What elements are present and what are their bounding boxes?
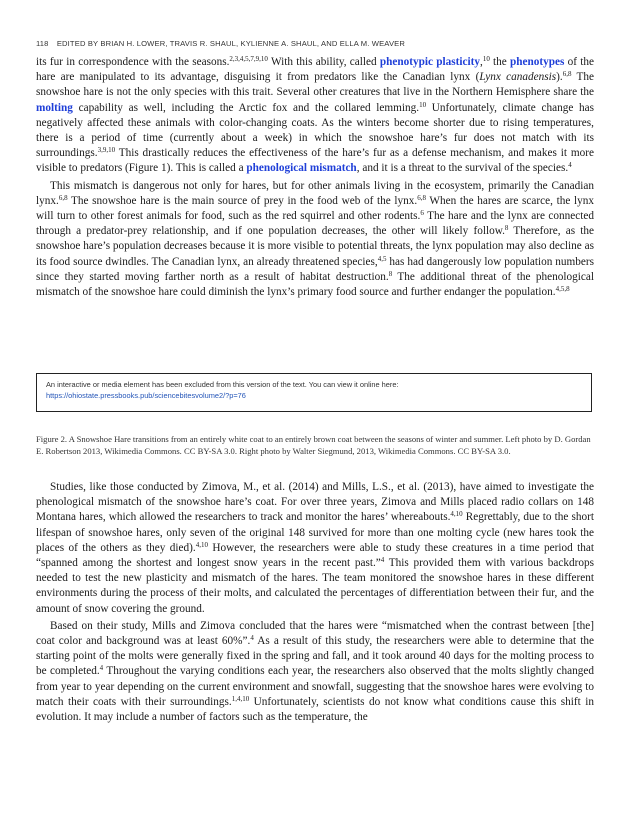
citation: 4,10 [450,510,463,519]
citation: 4 [568,161,572,170]
citation: 8 [504,224,509,233]
citation: 4,5 [377,254,387,263]
body-text-lower [36,480,594,725]
citation: 2,3,4,5,7,9,10 [229,55,268,63]
glossary-link-molting[interactable]: molting [36,101,73,114]
text-run: Regrettably, due to the short lifespan of snowshoe hares, only seven of the original 148 survived for more than one molting cycle (new hares took the places of the others as they died). [36,511,594,554]
running-head-text: EDITED BY BRIAN H. LOWER, TRAVIS R. SHAUL, KYLIENNE A. SHAUL, AND ELLA M. WEAVER [56,39,406,48]
citation: 3,9,10 [97,146,116,155]
media-notice-text: An interactive or media element has been excluded from this version of the text. You can view it online here: [46,380,399,389]
citation: 6 [420,209,424,218]
text-run: This drastically reduces the effectiveness of the hare’s fur as a defense mechanism, and makes it more visible to predators (Figure 1). This is called a [36,147,594,175]
citation: 6,8 [58,193,68,202]
body-text-upper [36,55,594,300]
text-run: This mismatch is dangerous not only for hares, but for other animals living in the ecosystem, primarily the Canadian lynx. [36,179,594,207]
citation: 4 [99,664,104,673]
citation: 10 [482,55,490,63]
text-run: ). [556,71,563,84]
paragraph [36,55,594,177]
citation: 6,8 [562,70,572,79]
text-run: its fur in correspondence with the seasons. [36,56,230,68]
media-element-notice [36,373,592,412]
page-number: 118 [36,39,49,48]
text-run: the [489,56,511,68]
text-run: Therefore, as the snowshoe hare’s population decreases because it is more visible to potential threats, the lynx population may also decline as its food source dwindles. The Canadian lynx, an already threatened species, [36,225,594,268]
text-run: , [480,56,483,68]
text-run: Unfortunately, climate change has negatively affected these animals with color-changing coats. As the winters become shorter due to rising temperatures, there is a period of time (currently about a week) in which the snowshoe hare’s fur does not match with its surroundings. [36,101,595,160]
figure-caption: Figure 2. A Snowshoe Hare transitions from an entirely white coat to an entirely brown coat between the seasons of winter and summer. Left photo by D. Gordan E. Robertson 2013, Wikimedia Commons. CC BY-SA 3.0. Right photo by Walter Siegmund, 2013, Wikimedia Commons. CC BY-SA 3.0. [36,434,591,457]
text-run: When the hares are scarce, the lynx will turn to other forest animals for food, such as the red squirrel and other rodents. [36,194,594,223]
text-run: The snowshoe hare is not the only species with this trait. Several other creatures that live in the Northern Hemisphere share the [36,71,594,99]
text-run: Based on their study, Mills and Zimova concluded that the hares were “mismatched when the contrast between [the] coat color and background was at least 60%”. [36,619,594,648]
glossary-link-phenological-mismatch[interactable]: phenological mismatch [246,162,357,175]
text-run: The additional threat of the phenological mismatch of the snowshoe hare could diminish the lynx’s primary food source and further endanger the population. [36,270,595,299]
citation: 8 [388,269,393,278]
text-run: , and it is a threat to the survival of the species. [356,162,569,175]
text-run: The snowshoe hare is the main source of prey in the food web of the lynx. [67,194,418,207]
media-notice-link[interactable]: https://ohiostate.pressbooks.pub/sciencebitesvolume2/?p=76 [46,391,246,400]
text-run: of the hare are manipulated to its advantage, disguising it from predators like the Canadian lynx ( [36,56,595,84]
glossary-link-phenotypes[interactable]: phenotypes [510,56,565,68]
paragraph [36,480,594,617]
text-run: This provided them with various backdrops needed to test the new plasticity and mismatch of the hares. The team monitored the snowshoe hares in these different environments during the process of their molts, and calculated the percentages of differentiation between their fur, and the amount of snow covering the ground. [36,557,594,615]
citation: 6,8 [417,193,426,202]
paragraph [36,179,594,301]
text-run: Unfortunately, scientists do not know what conditions cause this shift in evolution. It may include a number of factors such as the temperature, the [36,695,594,724]
glossary-link-phenotypic-plasticity[interactable]: phenotypic plasticity [379,56,480,68]
text-run: Studies, like those conducted by Zimova, M., et al. (2014) and Mills, L.S., et al. (2013), have aimed to investigate the phenological mismatch of the snowshoe hare’s coat. For over three years, Zimova and Mills placed radio collars on 148 Montana hares, which allowed the researchers to track and monitor the hares’ whereabouts. [36,481,594,524]
citation: 4 [380,556,385,565]
citation: 4,5,8 [555,285,570,294]
species-name: Lynx canadensis [479,71,557,84]
citation: 4 [250,634,254,643]
text-run: Throughout the varying conditions each year, the researchers also observed that the molts slightly changed from year to year depending on the current environment and snowfall, suggesting that the snowshoe hares were evolving to match their coats with their surroundings. [36,665,594,708]
text-run: has had dangerously low population numbers since they started moving farther north as a result of habitat destruction. [36,255,594,283]
citation: 10 [419,100,427,109]
text-run: As a result of this study, the researchers were able to determine that the starting point of the molts were generally fixed in the spring and fall, and it took around 40 days for the molting process to be completed. [36,635,594,678]
citation: 1,4,10 [231,694,250,703]
text-run: However, the researchers were able to study these creatures in a time period that “spanned among the shortest and longest snow years in the recent past.” [36,541,594,570]
running-header [36,39,596,48]
text-run: capability as well, including the Arctic fox and the collared lemming. [72,101,420,114]
text-run: With this ability, called [267,56,380,68]
citation: 4,10 [195,540,208,549]
text-run: The hare and the lynx are connected through a predator-prey relationship, and if one population decreases, the other will likely follow. [36,210,594,238]
paragraph [36,619,594,725]
